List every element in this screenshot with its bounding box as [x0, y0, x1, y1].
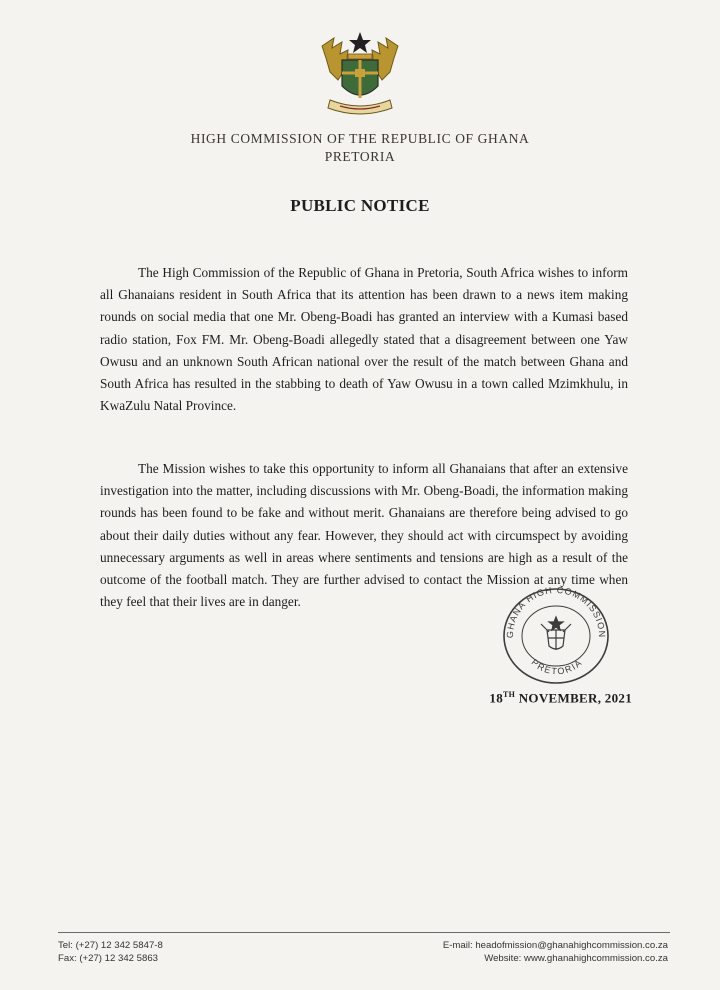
date-day: 18 [489, 690, 504, 706]
footer-email: E-mail: headofmission@ghanahighcommission.co.za [442, 940, 668, 951]
stamp-text-bottom: PRETORIA [529, 657, 585, 677]
notice-date [489, 690, 632, 706]
stamp-text-top: GHANA HIGH COMMISSION [504, 584, 608, 639]
footer-tel: Tel: (+27) 12 342 5847-8 [58, 940, 163, 951]
footer-website: Website: www.ghanahighcommission.co.za [484, 953, 668, 964]
date-month-year: NOVEMBER, 2021 [515, 690, 632, 706]
footer-fax: Fax: (+27) 12 342 5863 [58, 953, 159, 964]
footer-phone-block [58, 939, 163, 965]
footer-contact-block [443, 939, 668, 965]
issuer-name: HIGH COMMISSION OF THE REPUBLIC OF GHANA [190, 131, 530, 146]
date-suffix: TH [503, 690, 516, 699]
notice-paragraph-1: The High Commission of the Republic of Ghana in Pretoria, South Africa wishes to inform all Ghanaians resident in South Africa that its attention has been drawn to a news item making rounds on social media that one Mr. Obeng-Boadi has granted an interview with a Kumasi based radio station, Fox FM. Mr. Obeng-Boadi allegedly stated that a disagreement between one Yaw Owusu and an unknown South African national over the result of the match between Ghana and South Africa has resulted in the stabbing to death of Yaw Owusu in a town called Mzimkhulu, in KwaZulu Natal Province. [100, 265, 628, 414]
svg-text:PRETORIA [530, 657, 585, 676]
notice-title: PUBLIC NOTICE [290, 196, 430, 215]
issuer-location: PRETORIA [324, 149, 396, 164]
official-stamp-icon [497, 584, 615, 686]
notice-paragraph-2: The Mission wishes to take this opportunity to inform all Ghanaians that after an extensive investigation into the matter, including discussions with Mr. Obeng-Boadi, the information making rounds has been found to be fake and without merit. Ghanaians are therefore being advised to go about their daily duties without any fear. However, they should act with circumspect by avoiding unnecessary arguments as well in areas where sentiments and tensions are high as a result of the outcome of the football match. They are further advised to contact the Mission at any time when they feel that their lives are in danger. [100, 461, 628, 610]
ghana-coat-of-arms-icon [312, 28, 408, 124]
footer-divider [58, 932, 670, 933]
